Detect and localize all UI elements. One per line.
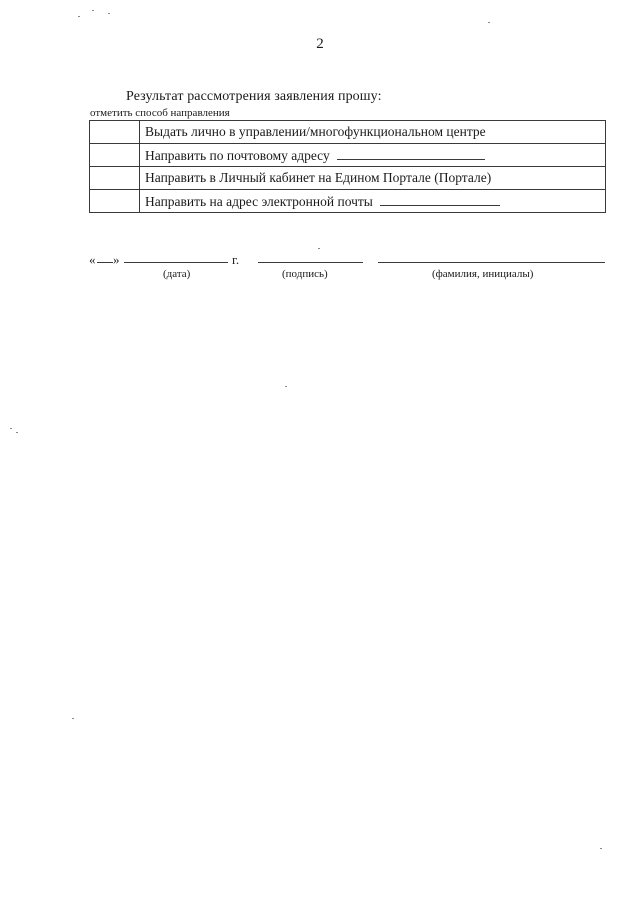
date-caption: (дата) — [163, 268, 191, 280]
scan-speck — [16, 432, 18, 433]
table-row — [90, 167, 606, 190]
scan-speck — [318, 248, 320, 249]
delivery-method-table — [89, 120, 606, 213]
option-text: Направить по почтовому адресу — [145, 147, 330, 163]
scan-speck — [10, 428, 12, 429]
option-label-postal — [140, 144, 606, 167]
date-quote-open: « — [89, 252, 96, 267]
scan-speck — [488, 22, 490, 23]
option-text: Направить в Личный кабинет на Едином Портале (Портале) — [145, 170, 492, 185]
scan-speck — [72, 718, 74, 719]
option-checkbox-postal[interactable] — [90, 144, 140, 167]
request-heading: Результат рассмотрения заявления прошу: — [126, 89, 382, 104]
scan-speck — [108, 13, 110, 14]
scan-speck — [78, 16, 80, 17]
name-caption: (фамилия, инициалы) — [432, 268, 534, 280]
option-text: Направить на адрес электронной почты — [145, 193, 373, 209]
page-number: 2 — [316, 36, 324, 52]
name-initials-field[interactable] — [378, 262, 605, 263]
year-suffix: г. — [232, 252, 240, 267]
option-text: Выдать лично в управлении/многофункциональном центре — [145, 124, 486, 139]
scan-speck — [285, 386, 287, 387]
day-field[interactable] — [97, 262, 113, 263]
date-quote-close: » — [113, 252, 120, 267]
option-label-portal — [140, 167, 606, 190]
month-year-field[interactable] — [124, 262, 228, 263]
scan-speck — [92, 10, 94, 11]
option-label-in-person — [140, 121, 606, 144]
option-checkbox-email[interactable] — [90, 190, 140, 213]
table-row — [90, 190, 606, 213]
option-checkbox-in-person[interactable] — [90, 121, 140, 144]
email-address-field[interactable] — [380, 193, 500, 206]
scan-speck — [600, 848, 602, 849]
postal-address-field[interactable] — [337, 147, 485, 160]
request-subheading: отметить способ направления — [90, 107, 230, 119]
signature-field[interactable] — [258, 262, 363, 263]
table-row — [90, 144, 606, 167]
table-row — [90, 121, 606, 144]
signature-caption: (подпись) — [282, 268, 328, 280]
option-checkbox-portal[interactable] — [90, 167, 140, 190]
option-label-email — [140, 190, 606, 213]
